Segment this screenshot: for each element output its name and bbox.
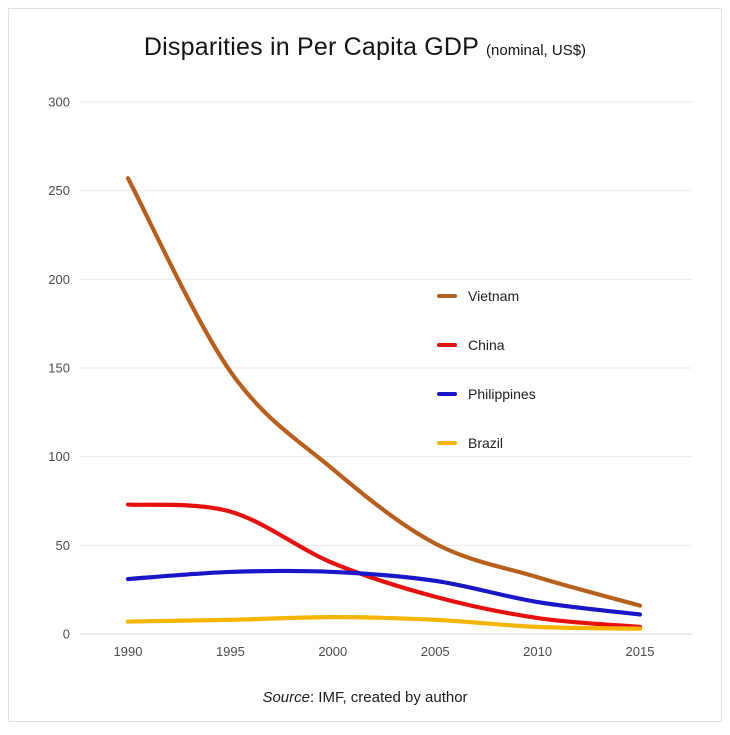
x-axis-tick-label: 2010 — [523, 644, 553, 659]
y-axis-tick-label: 50 — [55, 537, 70, 553]
legend-item-brazil — [437, 435, 503, 451]
legend-label: Philippines — [468, 386, 536, 402]
series-line-philippines — [128, 571, 640, 615]
y-axis-tick-label: 150 — [48, 360, 70, 376]
chart-title-sub: (nominal, US$) — [486, 42, 587, 59]
x-axis-tick-label: 1995 — [215, 644, 245, 659]
series-line-vietnam — [128, 178, 640, 605]
legend-swatch-brazil — [437, 441, 457, 445]
source-note-text: : IMF, created by author — [309, 689, 468, 706]
legend-label: China — [468, 337, 505, 353]
legend-swatch-philippines — [437, 392, 457, 396]
legend-swatch-china — [437, 343, 457, 347]
x-axis-tick-label: 1990 — [113, 644, 143, 659]
source-note — [0, 689, 730, 706]
y-axis-tick-label: 200 — [48, 271, 70, 287]
y-axis-tick-label: 100 — [48, 449, 70, 465]
legend-item-philippines — [437, 386, 536, 402]
x-axis-tick-label: 2015 — [625, 644, 655, 659]
legend-swatch-vietnam — [437, 294, 457, 298]
x-axis-tick-label: 2005 — [420, 644, 450, 659]
series-line-china — [128, 505, 640, 627]
chart-title-main: Disparities in Per Capita GDP — [143, 33, 480, 61]
y-axis-tick-label: 250 — [48, 183, 70, 199]
source-note-prefix: Source — [262, 689, 310, 706]
y-axis-tick-label: 0 — [62, 626, 70, 642]
y-axis-tick-label: 300 — [48, 94, 70, 110]
legend-label: Vietnam — [468, 288, 520, 304]
legend-item-china — [437, 337, 505, 353]
legend-label: Brazil — [468, 435, 504, 451]
x-axis-tick-label: 2000 — [318, 644, 348, 659]
legend-item-vietnam — [437, 288, 519, 304]
